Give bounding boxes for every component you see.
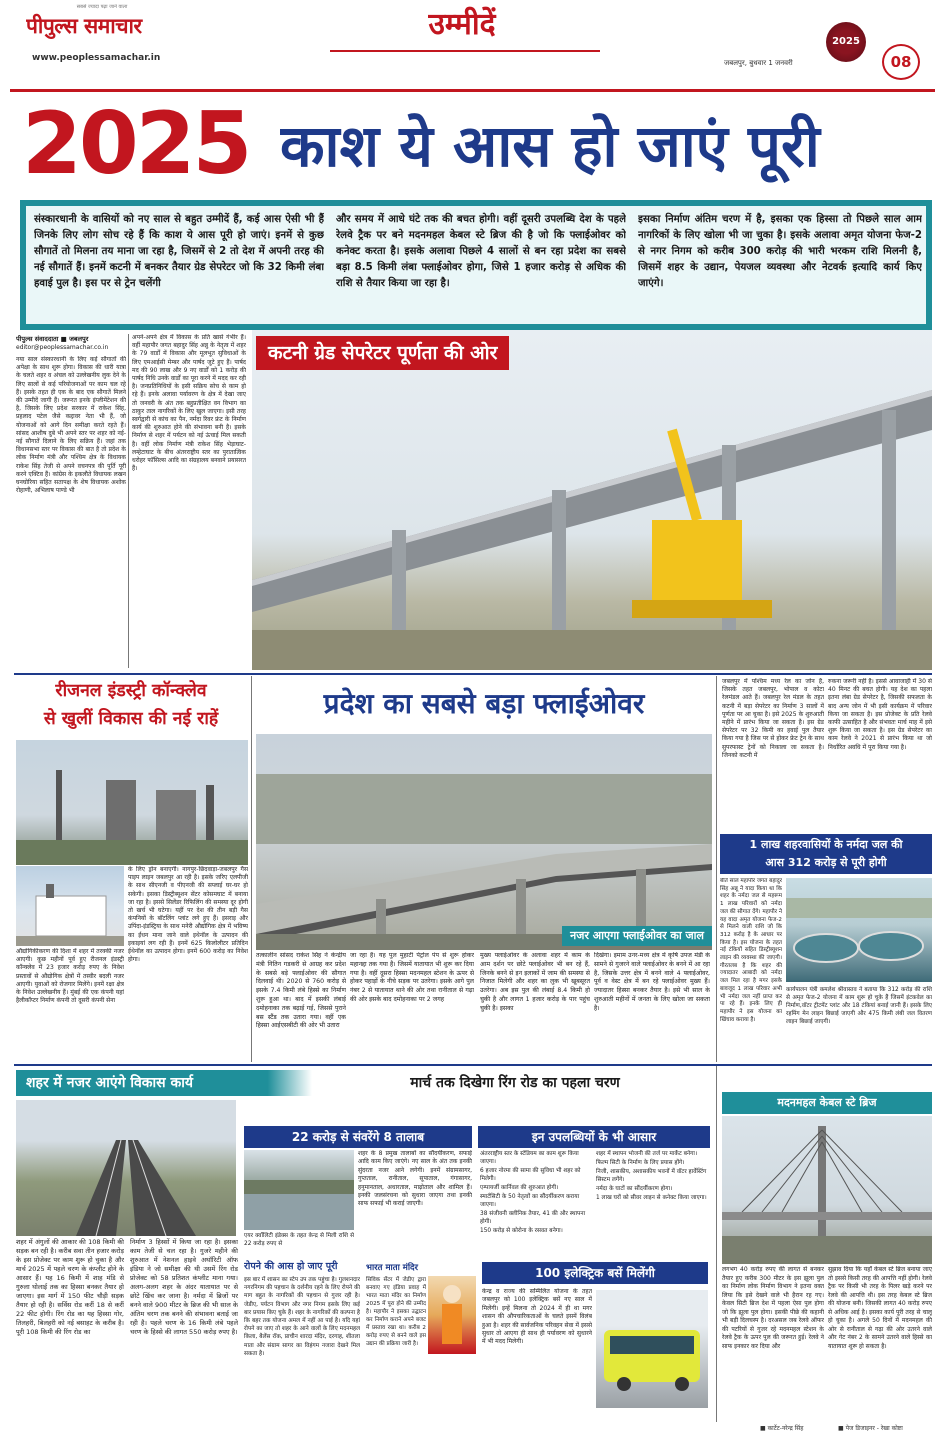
intro-col-1: संस्कारधानी के वासियों को नए साल से बहुत उम्मीदें हैं, कई आस ऐसी भी हैं जिनके लिए लोग सोच रहे हैं कि काश ये आस पूरी हो जाएं। इनमें से कुछ सौगातें तो मिलना तय माना जा रहा है, जिसमें से 2 तो देश में अपनी तरह की नई सौगातें हैं। इनमें कटनी में बनकर तैयार ग्रेड सेपरेटर जो कि 32 किमी लंबा हवाई पुल है। इस पर से ट्रेन चलेंगी bbox=[34, 214, 324, 289]
temple-body: सिविक सेंटर में जेडीए द्वारा बनवाए गए इंडिया प्रवाह में भारत माता मंदिर का निर्माण 2025 में पूरा होने की उम्मीद है। महापौर ने इसका उद्घाटन कर निर्माण कराने अपने बजट में प्रस्ताव रखा था। करीब 2 करोड़ रुपए से बनने वाले इस उद्यान की प्रक्रिया जारी है। bbox=[366, 1277, 426, 1347]
achievement-item: 150 करोड़ से कोरोना के रसवत बनेगा। bbox=[480, 1228, 563, 1234]
water-treatment-photo bbox=[786, 878, 932, 982]
byline-email: editor@peoplessamachar.co.in bbox=[16, 344, 109, 351]
intro-col-3: इसका निर्माण अंतिम चरण में है, इसका एक हिस्सा तो पिछले साल आम नागरिकों के लिए खोला भी जा चुका है। इसके अलावा अमृत योजना फेज-2 से नगर निगम को करीब 300 करोड़ की भारी भरकम राशि मिलनी है, जिसमें शहर के उद्यान, पेयजल व्यवस्था और नेटवर्क इत्यादि कार्य किए जाएंगे। bbox=[638, 214, 922, 289]
bharat-mata-graphic bbox=[428, 1276, 476, 1354]
water-treatment-graphic bbox=[786, 878, 932, 982]
industry-graphic bbox=[16, 740, 248, 865]
electric-bus-photo bbox=[596, 1290, 708, 1408]
section-name: उम्मीदें bbox=[428, 7, 496, 42]
ring-road-col-b: निर्माण 3 हिस्सों में किया जा रहा है। इसका काम तेजी से चल रहा है। गुजरे महीने की शुरुआत में नेशनल हाइवे अथॉरिटी ऑफ इंडिया ने जो समीक्षा की थी उसमें रिंग रोड प्रोजेक्ट को 58 प्रतिशत कंप्लीट माना गया। अलग-अलग शहर के अंदर यातायात पर से छोटे खिंच कर जाना है। नर्मदा में ब्रिजों पर बनने वाले 900 मीटर के ब्रिज की भी साल के अंतिम चरण तक बनने की संभावना बताई जा रही है। पहले चरण के 16 किमी लंबे पहले चरण के हिस्से की लागत 550 करोड़ रुपए है। bbox=[130, 1238, 238, 1336]
gas-plant-photo bbox=[16, 866, 124, 946]
ring-road-title: मार्च तक दिखेगा रिंग रोड का पहला चरण bbox=[410, 1075, 620, 1091]
page-number: 08 bbox=[882, 44, 920, 80]
buses-body: केन्द्र व राज्य की सम्मिलित योजना के तहत जबलपुर को 100 इलेक्ट्रिक बसें नए साल में मिलेंगी। इन्हें मिलना तो 2024 में ही था मगर शासन की औपचारिकताओं के चलते इसमें विलंब हुआ है। शहर की सार्वजनिक परिवहन सेवा में इससे सुधार तो आएगा ही साथ ही पर्यावरण को सुधारने में भी मदद मिलेगी। bbox=[482, 1288, 592, 1346]
flyover-photo-caption: नजर आएगा फ्लाईओवर का जाल bbox=[562, 926, 712, 946]
ring-road-graphic bbox=[16, 1100, 236, 1236]
achievements-list-right bbox=[596, 1150, 710, 1256]
dateline: जबलपुर, बुधवार 1 जनवरी bbox=[724, 59, 793, 67]
achievement-item: अंतरराष्ट्रीय स्तर के स्टेडियम का काम शुरू किया जाएगा। bbox=[480, 1151, 579, 1165]
regional-title-1: रीजनल इंडस्ट्री कॉन्क्लेव bbox=[55, 681, 207, 701]
flyover-col-3: मुख्य फ्लाईओवर के अलावा शहर में काम के आम दर्शन पर छोटे फ्लाईओवर भी बन रहे हैं, जिनके बनने से इन इलाकों में जाम की समस्या से निजात मिलेगी और शहर का लुक भी खूबसूरत उतरेगा। अब इस पुल की लंबाई 8.4 किमी हो चुकी है और लागत 1 हजार करोड़ के पार पहुंच चुकी है। इसका bbox=[480, 952, 590, 1012]
masthead-tagline: सबसे ज्यादा पढ़ा जाने वाला bbox=[76, 4, 128, 10]
ropeway-title: रोपने की आस हो जाए पूरी bbox=[244, 1261, 338, 1272]
pond-graphic bbox=[244, 1150, 354, 1230]
achievement-item: नर्मदा के घाटों का सौंदर्यीकरण होगा। bbox=[596, 1186, 673, 1192]
cable-bridge-title: मदनमहल केबल स्टे ब्रिज bbox=[777, 1096, 877, 1109]
masthead bbox=[0, 0, 945, 96]
headline-title: काश ये आस हो जाएं पूरी bbox=[280, 112, 820, 180]
industry-photo bbox=[16, 740, 248, 865]
flyover-col-1: तत्कालीन सांसद राकेश सिंह ने केन्द्रीय मंत्री नितिन गडकरी से आग्रह कर प्रदेश के सबसे बड़े फ्लाईओवर की सौगात दिलवाई थी। 2020 से 760 करोड़ से इसके 7.4 किमी लंबे हिस्से का निर्माण शुरू हुआ था। बाद में इसकी लंबाई दमोहनाका तक बढ़ाई गई, जिससे पुराने बस स्टैंड तक उतारा गया। वहीं एक हिस्सा आईएसबीटी की ओर भी उतारा bbox=[256, 952, 346, 1030]
regional-col-a: औद्योगिकीकरण की दिशा में शहर में तरक्की नजर आएगी। कुछ महीनों पूर्व हुए रीजनल इंडस्ट्री कॉन्क्लेव में 23 हजार करोड़ रुपए के निवेश प्रस्तावों से औद्योगिक क्षेत्रों में तस्वीर बदली नजर आएगी। युवाओं को रोजगार मिलेंगे। इनमें रक्षा क्षेत्र के निवेश उल्लेखनीय हैं। मुंबई की एक कंपनी यहां हैलीकॉप्टर निर्माण कंपनी तो दूसरी कंपनी सेना bbox=[16, 948, 124, 1005]
achievement-item: शहर में स्थापन भोजनी की तर्ज पर मार्केट बनेगा। bbox=[596, 1151, 698, 1157]
narmada-title-1: 1 लाख शहरवासियों के नर्मदा जल की bbox=[749, 838, 903, 851]
katni-banner: कटनी ग्रेड सेपरेटर पूर्णता की ओर bbox=[256, 336, 509, 370]
ring-road-col-a: शहर में अंगुलों की आकार की 108 किमी की सड़क बन रही है। करीब सवा तीन हजार करोड़ के इस प्रोजेक्ट पर काम शुरू हो चुका है और मार्च 2025 में पहले चरण के कंप्लीट होने के आसार हैं। यह 16 किमी में शाह मंडि से गुरुला घोलाई तक का हिस्सा बनकर तैयार हो जाएगा। इस मार्ग में 150 फीट चौड़ी सड़क तैयार हो रही है। सर्विस रोड करीं 18 से करीं 22 फीट होगी। रिंग रोड का यह हिस्सा गोर, तिलहरी, बिलहरी को नई बसाहट के करीब है। पूरी 108 किमी की रिंग रोड का bbox=[16, 1238, 124, 1336]
bharat-mata-photo bbox=[428, 1276, 476, 1354]
ropeway-body: इस बार में शासन का स्टेप उप तक पहुंचा है। गुलशनदार नगरनिगम की पहचान के दर्शनीय रहने के लिए रोपने की माग बहुत के नागरिकों की पहचान से गुजर रही है। जेडीए, पर्यटन विभाग और नगर निगम इसके लिए कई बार प्रयास किए चुके हैं। शहर के नागरिकों की कल्पना है कि बहर तक योजना अमल में नहीं आ पाई है। यदि यहां रोपने का जाए तो शहर के आने वालों के लिए मदनमहल किला, बैलेंस रॉक, प्राचीन शारदा मंदिर, दरगाह, शीतला माता और संग्राम सागर का विहंगम नजारा देखने मिल सकता है। bbox=[244, 1277, 360, 1357]
pond-photo bbox=[244, 1150, 354, 1230]
headline-year: 2025 bbox=[22, 94, 250, 194]
intro-box bbox=[20, 200, 932, 330]
cable-bridge-graphic bbox=[722, 1116, 932, 1264]
achievement-item: निजी, शासकीय, अशासकीय भवनों में वॉटर हार्वेस्टिंग सिस्टम लगेंगे। bbox=[596, 1169, 707, 1183]
intro-col-2: और समय में आधे घंटे तक की बचत होगी। वहीं दूसरी उपलब्धि देश के पहले रेलवे ट्रैक पर बने मदनमहल केबल स्टे ब्रिज की है जो कि फ्लाईओवर को कनेक्ट करता है। इसके अलावा पिछले 4 सालों से बन रहा प्रदेश का सबसे बड़ा 8.5 किमी लंबा फ्लाईओवर होगा, जिसे 1 हजार करोड़ से अधिक की राशि से तैयार किया जा रहा है। bbox=[336, 214, 626, 289]
ponds-title-bar bbox=[244, 1126, 472, 1148]
left-column-body: नया साल संस्कारधानी के लिए कई सौगातों की अपेक्षा के साथ शुरू होगा। विकास की धारी यात्रा के चलते शहर व अंचल को उल्लेखनीय लुक देने के लिए सालों से कई परियोजनाओं पर काम चल रहे हैं। इसके तहत ही एक के बाद एक सौगातें मिलने की उम्मीदें जागी हैं। जरूरत इनके इंप्लीमेंटेशन की है, जिसके लिए प्रदेश सरकार में राकेश सिंह, प्रहलाद पटेल जैसे कद्दावर नेता भी हैं, जो योजनाओं को आगे दिन समीक्षा करते रहते हैं। सांसद आशीष दुबे भी अपने स्तर पर शहर को नई-नई सौगातें दिलाने के लिए सक्रिय हैं। जहां तक विधानसभा स्तर पर विकास की बात है तो प्रदेश के लोक निर्माण मंत्री और पश्चिम क्षेत्र के विधायक राकेश सिंह तेजी से अपने वचनपत्र की पूर्ति पूरी करने एक्टिव हैं। कांग्रेस के इकलौते विधायक लखन घनघोरिया सहित सतापक्ष के शेष विधायक अशोक रोहाणी, अभिलाष पाण्डे भी bbox=[16, 356, 126, 495]
cable-bridge-photo bbox=[722, 1116, 932, 1264]
section-underline bbox=[330, 50, 600, 52]
flyover-title: प्रदेश का सबसे बड़ा फ्लाईओवर bbox=[323, 687, 645, 720]
ponds-body: शहर के 8 प्रमुख तालाबों का सौंदर्यीकरण, सफाई आदि काम किए जाएंगे। नए साल के अंत तक इनकी सुंदरता नजर आने लगेगी। इनमें संग्रामसागर, गुप्तताल, रानीताल, सूपाताल, गंगासागर, हनुमानताल, अधारताल, माढ़ोताल और शामिल हैं। इनकी जलसंरचना को सुधारा जाएगा तथा इनकी साफ सफाई भी कराई जाएगी। bbox=[358, 1150, 472, 1208]
achievements-title: इन उपलब्धियों के भी आसार bbox=[531, 1130, 657, 1144]
cartoon-credit: ■ कार्टेट-नरेन्द्र सिंह bbox=[760, 1425, 804, 1432]
narmada-title-box bbox=[720, 834, 932, 874]
ponds-title: 22 करोड़ से संवरेंगे 8 तालाब bbox=[291, 1130, 425, 1144]
gas-plant-graphic bbox=[16, 866, 124, 946]
achievement-item: 1 लाख घरों को सीवर लाइन से कनेक्ट किया जाएगा। bbox=[596, 1195, 707, 1201]
achievement-item: 6 हजार नोरमा की सामा की सुविधा भी शहर को मिलेगी। bbox=[480, 1168, 581, 1182]
katni-detail-col-a: जबलपुर में पश्चिम मध्य रेल का जोन है, जिसके तहत जबलपुर, भोपाल व कोटा रेलमंडल आते हैं। जबलपुर रेल मंडल के तहत कटनी में बड़ा सेपरेटर का निर्माण 3 सालों में पूर्णता पर आ चुका है। इसे 2025 के शुरुआती महीने में प्रारंभ किया जा सकता है। इस ग्रेड सेपरेटर पर 32 किमी का हवाई पुल तैयार किया गया है जिस पर से होकर फ्रेट ट्रेन के साथ सुपरफास्ट ट्रेनों को निकाला जा सकता है। जिनको कटनी में bbox=[722, 678, 824, 759]
masthead-rule bbox=[10, 89, 935, 92]
electric-bus-graphic bbox=[596, 1290, 708, 1408]
temple-title: भारत माता मंदिर bbox=[366, 1263, 419, 1273]
achievement-item: एम्पायर्जी कार्निवल की शुरुआत होगी। bbox=[480, 1185, 559, 1191]
katni-detail-col-b: रुकना जरूरी नहीं है। इससे आवाजाही में 30 से 40 मिनट की बचत होगी। यह देश का पहला इतना लंबा ग्रेड सेपरेटर है, जिसकी सफलता के बाद अन्य जोन में भी इसी कार्यक्रम में परिवार किया जा सकता है। इस प्रोजेक्ट के प्रति रेलवे काफी उत्साहित है और संभवतः मार्च माह में इसे शुरू किया जा सकता है। इस ग्रेड सेपरेटर का काम रेलवे ने 2021 से प्रारंभ किया था जो निर्धारित अवधि में पूरा किया गया है। bbox=[828, 678, 932, 751]
year-badge-text: 2025 bbox=[832, 36, 860, 47]
cable-bridge-col-a: लगभग 40 करोड़ रुपए की लागत से बनकर तैयार हुए करीब 300 मीटर के इस झूला पुल का निर्माण लोक निर्माण विभाग ने इतना वक्त लिया कि इसे देखने वाले भी हैरान रह गए। केवल सिटी ब्रिज देश में पहला ऐसा पुल होगा जो कि झूला पुल होगा। इसकी पीछे की कहानी भी बड़ी दिलचस्प है। दरअसल जब रेलवे ऑफर की पटरियों से गुजर रहे मदनमहल स्टेशन के रेलवे ट्रैक के ऊपर पुल की जरूरत हुई। रेलवे ने साफ इनकार कर दिया और bbox=[722, 1266, 824, 1350]
flyover-col-2: जा रहा है। यह पुल मुहाटी पेट्रोल पंप से शुरू होकर महानद्दा तक गया है। जिसमें यातायात भी शुरू कर दिया गया है। वहीं दूसरा हिस्सा मदनमहल स्टेशन के ऊपर से होकर पहाड़ों के नीचे सड़क पर उतरेगा। इसके आगे पुल नंबर 2 से यातायात थाने की ओर तथा रानीताल से गढ़ा की ओर इसके बाद दमोहनाका पर 2 जगह bbox=[350, 952, 474, 1003]
flyover-col-4: दिखेगा। इमाम उनर-मध्य क्षेत्र में कृषि उपज मंडी के सामने से गुजरने वाले फ्लाईओवर के बनने में आ रहा है, जिसके उत्तर क्षेत्र में बनने वाले 4 फ्लाईओवर, पूर्व व वेस्ट क्षेत्र में बन रहे फ्लाईओवर मुख्य हैं। ज्यादातर हिस्सा बनकर तैयार है। इसे भी साल के शुरुआती महीनों में जनता के लिए खोला जा सकता है। bbox=[594, 952, 710, 1012]
buses-title: 100 इलेक्ट्रिक बसें मिलेंगी bbox=[535, 1266, 655, 1280]
katni-grade-separator-photo bbox=[252, 330, 932, 670]
cable-bridge-col-b: सुझाव दिया कि यहाँ केबल स्टे ब्रिज बनाया जाए तो इससे किसी तरह की आपत्ति नहीं होगी। रेलवे ट्रैक पर किसी भी तरह के पिलर खड़े करने पर रेलवे की आपत्ति थी। इस तरह केबल स्टे ब्रिज की योजना बनी। जिसकी लागत 40 करोड़ रुपए से अधिक आई है। इसका कार्य पूरी तरह से चालू हो चुका है। अगले 50 दिनों में मदनमहल की ओर से रानीताल से गढ़ा की ओर उतरने वाले और गेट नंबर 2 के सामने उतरने वाले हिस्से का यातायात शुरू हो सकता है। bbox=[828, 1266, 932, 1350]
page-designer-credit: ■ पेज डिजाइनर - रेखा कोष्टा bbox=[838, 1425, 903, 1432]
narmada-col-a: बीते साल महापौर जगत बहादुर सिंह अन्नू ने यादा किया था कि शहर के नर्मदा जल से महरूम 1 लाख परिवारों को नर्मदा जल की सौगात देंगे। महापौर ने यह वादा अमृत योजना फेज-2 से मिलने वाली राशि जो कि 312 करोड़ है के आधार पर किया है। इस योजना के तहत नई टंकियों सहित डिस्ट्रीब्यूशन लाइन की व्यवस्था की जाएगी। गौरतलब है कि शहर की ज्यादातर आबादी को नर्मदा जल मिल रहा है मगर इसके बावजूद 1 लाख परिवार अभी भी नर्मदा जल नहीं प्राप्त कर पा रहे हैं। इनके लिए ही महापौर ने इस योजना का खिंचाव कराया है। bbox=[720, 878, 782, 1023]
achievement-item: फिल्म सिटी के निर्माण के लिए प्रयास होंगे। bbox=[596, 1160, 685, 1166]
achievement-item: स्मार्टसिटी के 50 नेतृत्वों का सौंदर्यीकरण कराया जाएगा। bbox=[480, 1194, 580, 1208]
achievement-item: 38 संजीवनी क्लीनिक तैयार, 41 की और स्थापना होगी। bbox=[480, 1211, 586, 1225]
website-url: www.peoplessamachar.in bbox=[32, 53, 161, 63]
narmada-col-b: कार्यपालन यंत्री कमलेश श्रीवास्तव ने बताया कि 312 करोड़ की राशि से अमृत फेज-2 योजना में काम शुरू हो चुके हैं जिसमें इंटकवेल का निर्माण,वॉटर ट्रीटमेंट प्लांट और 18 टंकियां बनाई जानी हैं। इसके लिए रहमिंग मेन लाइन बिछाई जाएगी और 475 किमी लंबी जल वितरण लाइन बिछाई जाएगी। bbox=[786, 987, 932, 1025]
buses-title-bar bbox=[482, 1262, 708, 1284]
regional-title-2: से खुलीं विकास की नई राहें bbox=[43, 709, 219, 729]
byline-name: पीपुल्स संवाददाता ■ जबलपुर bbox=[16, 335, 89, 343]
ponds-caption: एयर क्वॉलिटी इंडेक्स के तहत केन्द्र से मिली राशि से 22 करोड़ रुपए से bbox=[244, 1233, 354, 1247]
flyover-photo bbox=[256, 734, 712, 950]
narmada-title-2: आस 312 करोड़ से पूरी होगी bbox=[765, 856, 887, 869]
katni-bridge-graphic bbox=[252, 330, 932, 670]
city-works-banner bbox=[16, 1070, 312, 1096]
flyover-graphic bbox=[256, 734, 712, 950]
achievements-list-left bbox=[480, 1150, 592, 1256]
cable-bridge-title-bar bbox=[722, 1092, 932, 1114]
city-works-banner-text: शहर में नजर आएंगे विकास कार्य bbox=[26, 1075, 193, 1091]
achievements-title-bar bbox=[478, 1126, 710, 1148]
regional-col-b: के लिए ड्रोन बनाएगी। नागपुर-छिंदवाड़ा-जबलपुर गैस पाइप लाइन जबलपुर आ रही है। इसके जरिए एलपीजी के साथ सीएनजी व पीएनजी की सप्लाई घर-घर हो सकेगी। इसका डिस्ट्रीब्यूशन सेंटर कोसमघाट में बनाया जा रहा है। इससे सिलेंडर रिफिलिंग की समस्या दूर होगी तो खर्च भी घटेगा। यहीं पर देश की तीन बड़ी गैस कंपनियों के बॉटलिंग प्लांट लगे हुए हैं। इसराइ और उपिंदा-इंडस्ट्रिया के साथ मनेरी औद्योगिक क्षेत्र में भविष्य का ईंधन माना जाने वाले इथेनॉल के उत्पादन की इकाइयां लग रही हैं। इनमें 625 किलोलीटर प्रतिदिन ईथेनॉल का उत्पादन होगा। इनमें 600 करोड़ का निवेश होगा। bbox=[128, 866, 248, 964]
middle-column-body: अपने-अपने क्षेत्र में विकास के प्रति खासे गंभीर हैं। वहीं महापौर जगत बहादुर सिंह अन्नु के नेतृत्व में शहर के 79 वार्डों में विकास और मूलभूत सुविधाओं के लिए एमआईसी मेम्बर और पार्षद जुटे हुए हैं। पार्षद मद की 90 लाख और 9 नए वार्डों को 1 करोड़ की पार्षद निधि उनके वार्डों का पूरा करने में मदद कर रही है। जनप्रतिनिधियों के इसी सक्रिय सोच से काम हो रहे हैं। इनके अलावा पर्यावरण के क्षेत्र में देखा जाए तो जनवरी के अंत तक बहुप्रतीक्षित वन विभाग का ठाकुर ताल नागरिकों के लिए खुल जाएगा। इसी तरह स्वर्गद्वारी से कांच का पैन, नर्मदा रिवर फ्रंट के निर्माण कार्य की शुरुआत होने की संभावना बनी है। इसके निर्माण से शहर में पर्यटन को नई ऊंचाई मिल सकती है। वहीं लोक निर्माण मंत्री राकेश सिंह भेड़ाघाट-लम्हेटाघाट के बीच अंतरराष्ट्रीय स्तर का पुरातात्विक धरोहर फॉसिल्स आदि का संग्रहालय बनवाने प्रयासरत हैं। bbox=[132, 334, 246, 473]
newspaper-logo: पीपुल्स समाचार bbox=[26, 13, 142, 38]
year-badge bbox=[826, 22, 866, 62]
ring-road-photo bbox=[16, 1100, 236, 1236]
flyover-title-bar bbox=[256, 678, 712, 730]
